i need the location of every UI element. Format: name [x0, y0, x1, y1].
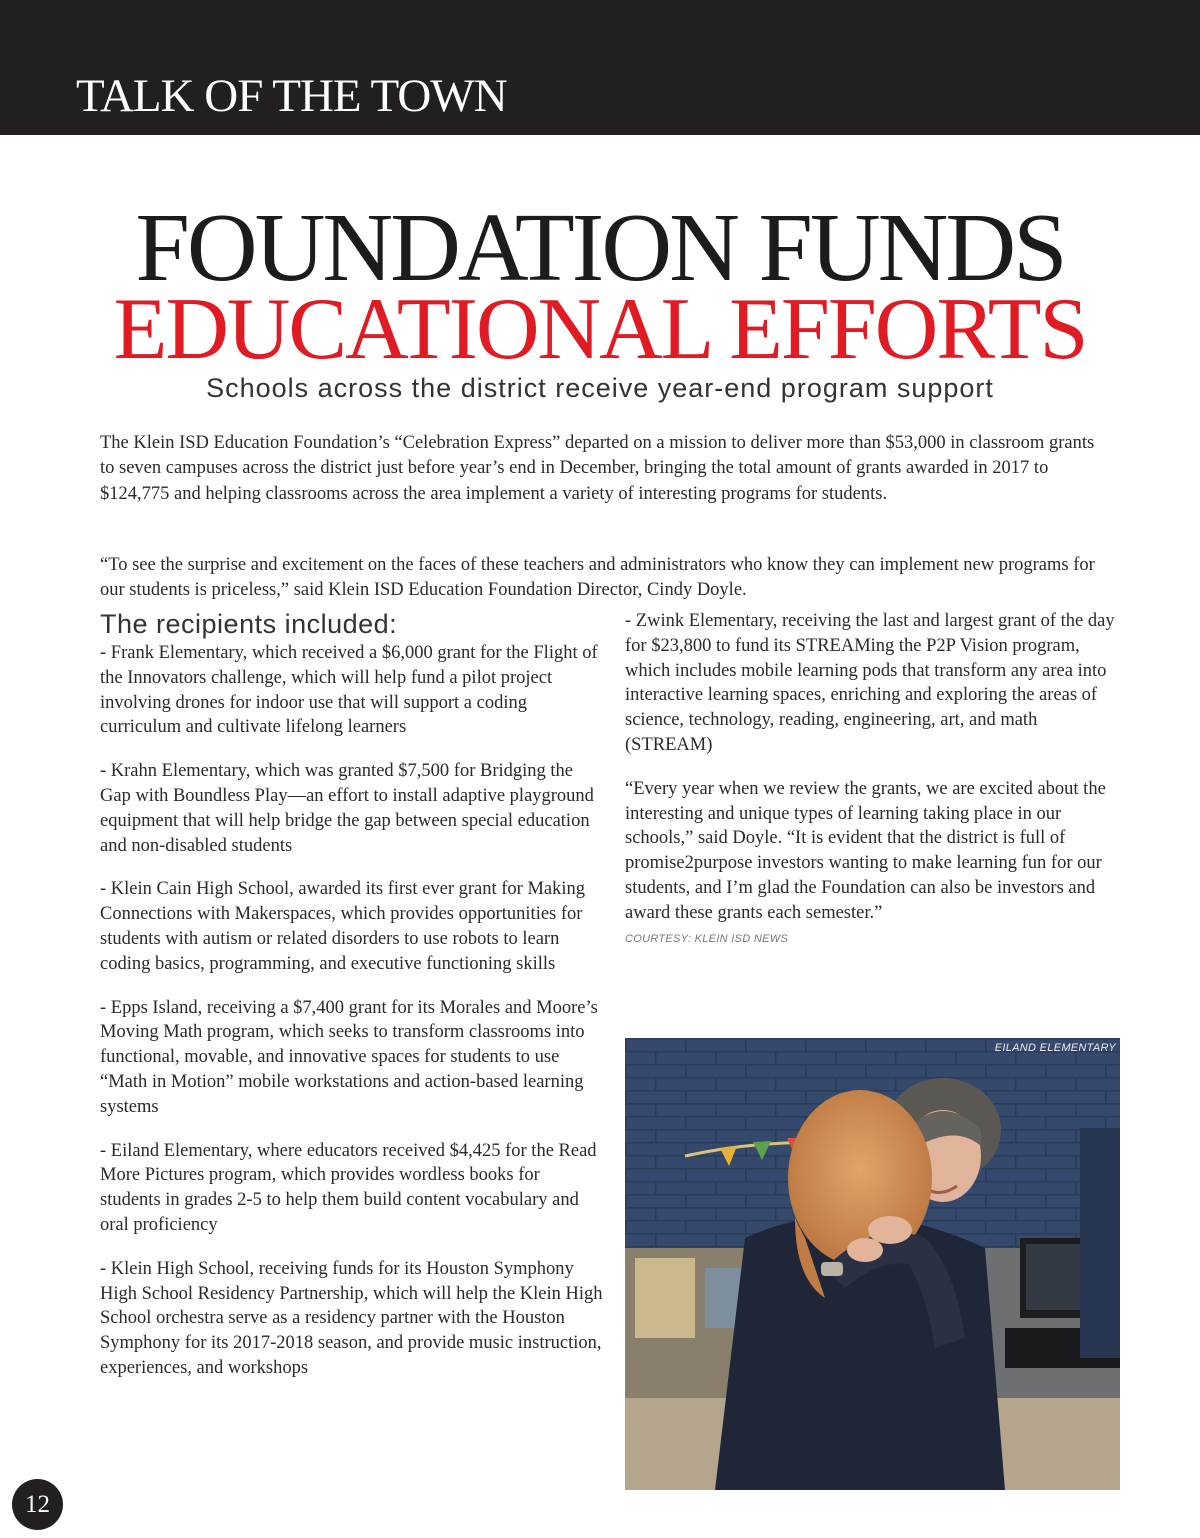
- recipients-heading: The recipients included:: [100, 609, 398, 639]
- photo-illustration: [625, 1038, 1120, 1490]
- recipient-item: - Epps Island, receiving a $7,400 grant for its Morales and Moore’s Moving Math program, which seeks to transform classrooms into functional, movable, and innovative spaces for students to use “Math in Motion” mobile workstations and action-based learning systems: [100, 997, 598, 1117]
- right-column: [625, 609, 1120, 946]
- article-photo: [625, 1038, 1120, 1490]
- headline-line-1: FOUNDATION FUNDS: [135, 194, 1065, 302]
- recipient-item: - Klein Cain High School, awarded its first ever grant for Making Connections with Makerspaces, which provides opportunities for students with autism or related disorders to use robots to learn coding basics, programming, and executive functioning skills: [100, 879, 585, 974]
- courtesy-credit: COURTESY: KLEIN ISD NEWS: [625, 932, 789, 945]
- recipient-item: - Krahn Elementary, which was granted $7,500 for Bridging the Gap with Boundless Play—an effort to install adaptive playground equipment that will help bridge the gap between special education and non-disabled students: [100, 761, 594, 856]
- headline-line-2: EDUCATIONAL EFFORTS: [113, 281, 1087, 378]
- intro-quote-paragraph: “To see the surprise and excitement on the faces of these teachers and administrators who know they can implement new programs for our students is priceless,” said Klein ISD Education Foundation Director, Cindy Doyle.: [100, 555, 1095, 601]
- article-subtitle: Schools across the district receive year-end program support: [206, 373, 994, 403]
- recipient-item: - Zwink Elementary, receiving the last and largest grant of the day for $23,800 to fund its STREAMing the P2P Vision program, which includes mobile learning pods that transform any area into interactive learning spaces, enriching and exploring the areas of science, technology, reading, engineering, art, and math (STREAM): [625, 611, 1115, 755]
- left-column: [100, 608, 605, 1400]
- recipient-item: - Frank Elementary, which received a $6,000 grant for the Flight of the Innovators challenge, which will help fund a pilot project involving drones for indoor use that will support a coding curriculum and cultivate lifelong learners: [100, 643, 598, 738]
- section-title: TALK OF THE TOWN: [76, 70, 507, 122]
- page-number: 12: [12, 1479, 63, 1530]
- recipient-item: - Eiland Elementary, where educators received $4,425 for the Read More Pictures program, which provides wordless books for students in grades 2-5 to help them build content vocabulary and oral proficiency: [100, 1140, 597, 1235]
- intro-paragraph: The Klein ISD Education Foundation’s “Celebration Express” departed on a mission to deliver more than $53,000 in classroom grants to seven campuses across the district just before year’s end in December, bringing the total amount of grants awarded in 2017 to $124,775 and helping classrooms across the area implement a variety of interesting programs for students.: [100, 433, 1095, 504]
- header-bar: [0, 0, 1200, 135]
- closing-quote: “Every year when we review the grants, we are excited about the interesting and unique types of learning taking place in our schools,” said Doyle. “It is evident that the district is full of promise2purpose investors wanting to make learning fun for our students, and I’m glad the Foundation can also be investors and award these grants each semester.”: [625, 778, 1106, 923]
- photo-caption: EILAND ELEMENTARY: [994, 1042, 1116, 1054]
- recipient-item: - Klein High School, receiving funds for its Houston Symphony High School Residency Partnership, which will help the Klein High School orchestra serve as a residency partner with the Houston Symphony for its 2017-2018 season, and provide music instruction, experiences, and workshops: [100, 1258, 603, 1378]
